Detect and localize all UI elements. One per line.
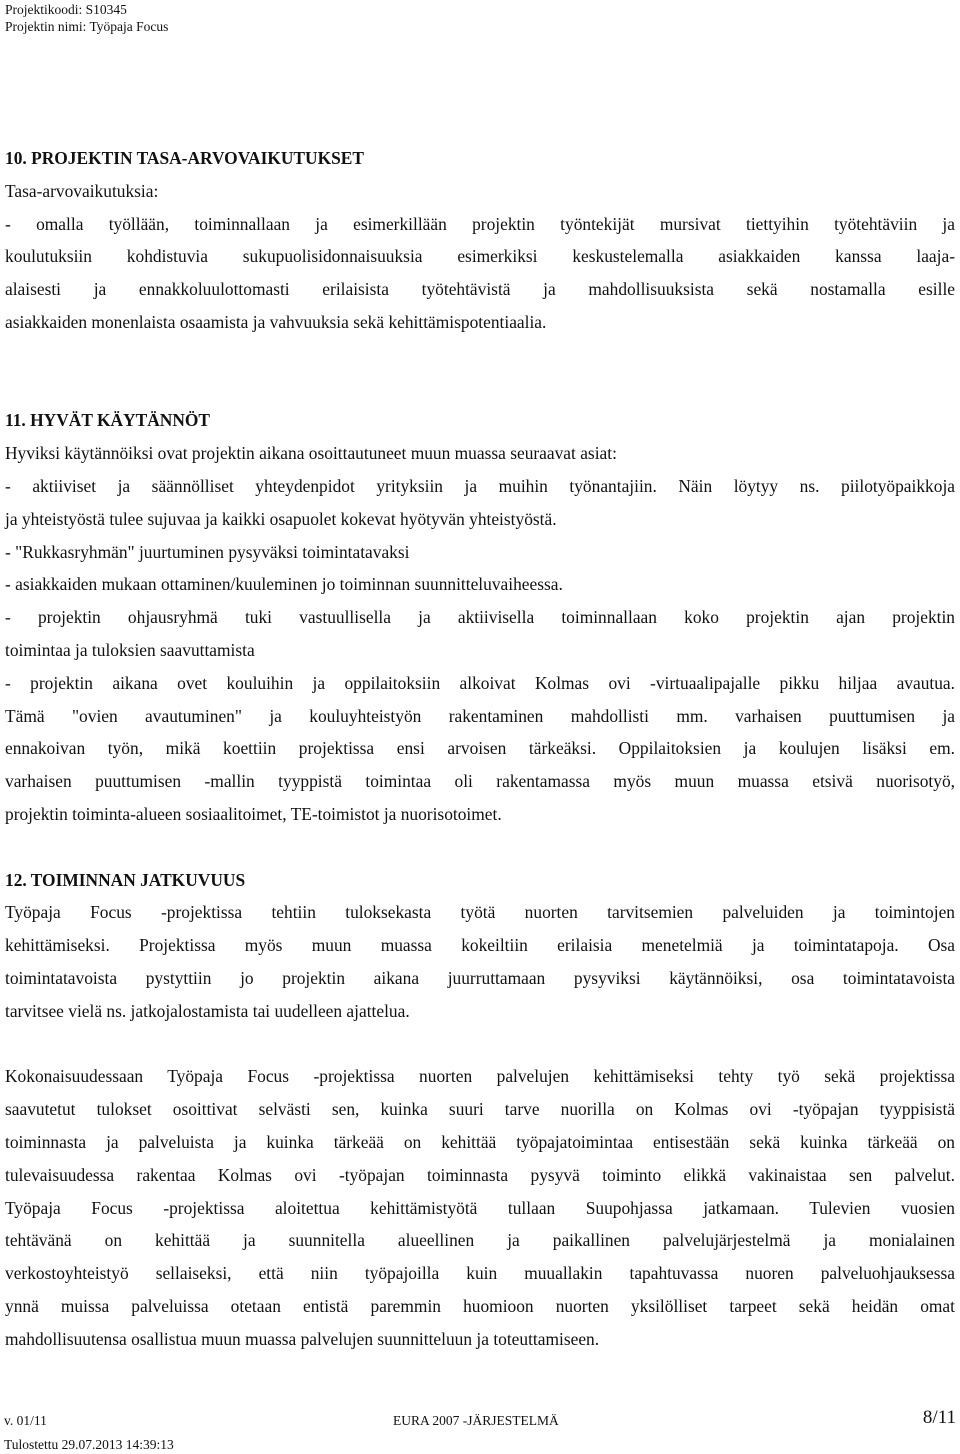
section-12-line: verkostoyhteistyö sellaiseksi, että niin työpajoilla kuin muuallakin tapahtuvassa nuoren palveluohjauksessa bbox=[5, 1263, 955, 1284]
spacer bbox=[5, 372, 955, 405]
section-11-title: 11. HYVÄT KÄYTÄNNÖT bbox=[5, 410, 211, 431]
document-footer bbox=[4, 1407, 956, 1433]
section-11-line: - asiakkaiden mukaan ottaminen/kuuleminen jo toiminnan suunnitteluvaiheessa. bbox=[5, 574, 563, 595]
section-10-line: Tasa-arvovaikutuksia: bbox=[5, 180, 159, 201]
section-11-line: ja yhteistyöstä tulee sujuvaa ja kaikki osapuolet kokevat hyötyvän yhteistyöstä. bbox=[5, 508, 557, 529]
section-12-line: ynnä muissa palveluissa otetaan entistä paremmin huomioon nuorten yksilölliset tarpeet sekä heidän omat bbox=[5, 1295, 955, 1316]
section-10-line: koulutuksiin kohdistuvia sukupuolisidonnaisuuksia esimerkiksi keskustelemalla asiakkaiden kanssa laaja- bbox=[5, 246, 955, 267]
section-12-line: kehittämiseksi. Projektissa myös muun muassa kokeiltiin erilaisia menetelmiä ja toimintatapoja. Osa bbox=[5, 935, 955, 956]
section-12-line: Kokonaisuudessaan Työpaja Focus -projektissa nuorten palvelujen kehittämiseksi tehty työ sekä projektissa bbox=[5, 1066, 955, 1087]
section-11-line: - aktiiviset ja säännölliset yhteydenpidot yrityksiin ja muihin työnantajiin. Näin löytyy ns. piilotyöpaikkoja bbox=[5, 475, 955, 496]
document-header bbox=[5, 1, 168, 35]
section-10-line: - omalla työllään, toiminnallaan ja esimerkillään projektin työntekijät mursivat tiettyihin työtehtäviin ja bbox=[5, 213, 955, 234]
section-10-line: alaisesti ja ennakkoluulottomasti erilaisista työtehtävistä ja mahdollisuuksista sekä nostamalla esille bbox=[5, 279, 955, 300]
section-11-line: - projektin aikana ovet kouluihin ja oppilaitoksiin alkoivat Kolmas ovi -virtuaalipajalle pikku hiljaa avautua. bbox=[5, 672, 955, 693]
spacer bbox=[5, 1028, 955, 1061]
spacer bbox=[5, 339, 955, 372]
spacer bbox=[5, 831, 955, 864]
section-11-line: Hyviksi käytännöiksi ovat projektin aikana osoittautuneet muun muassa seuraavat asiat: bbox=[5, 443, 617, 464]
footer-system-name: EURA 2007 -JÄRJESTELMÄ bbox=[393, 1413, 559, 1428]
print-timestamp: Tulostettu 29.07.2013 14:39:13 bbox=[4, 1437, 174, 1452]
section-11-line: varhaisen puuttumisen -mallin tyyppistä toimintaa oli rakentamassa myös muun muassa etsivä nuorisotyö, bbox=[5, 771, 955, 792]
section-12-line: saavutetut tulokset osoittivat selvästi sen, kuinka suuri tarve nuorilla on Kolmas ovi -työpajan tyyppisistä bbox=[5, 1099, 955, 1120]
section-10-title: 10. PROJEKTIN TASA-ARVOVAIKUTUKSET bbox=[5, 148, 364, 168]
section-12-line: Työpaja Focus -projektissa aloitettua kehittämistyötä tullaan Suupohjassa jatkamaan. Tulevien vuosien bbox=[5, 1197, 955, 1218]
section-11-line: projektin toiminta-alueen sosiaalitoimet, TE-toimistot ja nuorisotoimet. bbox=[5, 803, 502, 824]
section-12-line: tulevaisuudessa rakentaa Kolmas ovi -työpajan toiminnasta pysyvä toiminto elikkä vakinaistaa sen palvelut. bbox=[5, 1164, 955, 1185]
section-12-title: 12. TOIMINNAN JATKUVUUS bbox=[5, 869, 246, 890]
footer-version: v. 01/11 bbox=[4, 1413, 47, 1428]
section-12-line: toimintatavoista pystyttiin jo projektin aikana juurruttamaan pysyviksi käytännöiksi, osa toimintatavoista bbox=[5, 967, 955, 988]
section-11-line: - projektin ohjausryhmä tuki vastuullisella ja aktiivisella toiminnallaan koko projektin ajan projektin bbox=[5, 607, 955, 628]
section-12-line: tehtävänä on kehittää ja suunnitella alueellinen ja paikallinen palvelujärjestelmä ja monialainen bbox=[5, 1230, 955, 1251]
page-number: 8/11 bbox=[922, 1407, 956, 1428]
section-12-line: Työpaja Focus -projektissa tehtiin tuloksekasta työtä nuorten tarvitsemien palveluiden ja toimintojen bbox=[5, 902, 955, 923]
section-11-line: - "Rukkasryhmän" juurtuminen pysyväksi toimintatavaksi bbox=[5, 541, 410, 562]
section-10-line: asiakkaiden monenlaista osaamista ja vahvuuksia sekä kehittämispotentiaalia. bbox=[5, 311, 547, 332]
project-name: Projektin nimi: Työpaja Focus bbox=[5, 19, 169, 34]
section-12-line: mahdollisuutensa osallistua muun muassa palvelujen suunnitteluun ja toteuttamiseen. bbox=[5, 1328, 600, 1349]
document-body bbox=[5, 142, 955, 1355]
section-12-line: tarvitsee vielä ns. jatkojalostamista tai uudelleen ajattelua. bbox=[5, 1000, 410, 1021]
section-11-line: Tämä "ovien avautuminen" ja kouluyhteistyön rakentaminen mahdollisti mm. varhaisen puuttumisen ja bbox=[5, 705, 955, 726]
section-11-line: ennakoivan työn, mikä koettiin projektissa ensi arvoisen tärkeäksi. Oppilaitoksien ja koulujen lisäksi em. bbox=[5, 738, 955, 759]
section-12-line: toiminnasta ja palveluista ja kuinka tärkeää on kehittää työpajatoimintaa entisestään sekä kuinka tärkeää on bbox=[5, 1131, 955, 1152]
project-code: Projektikoodi: S10345 bbox=[5, 2, 127, 17]
section-11-line: toimintaa ja tuloksien saavuttamista bbox=[5, 639, 255, 660]
